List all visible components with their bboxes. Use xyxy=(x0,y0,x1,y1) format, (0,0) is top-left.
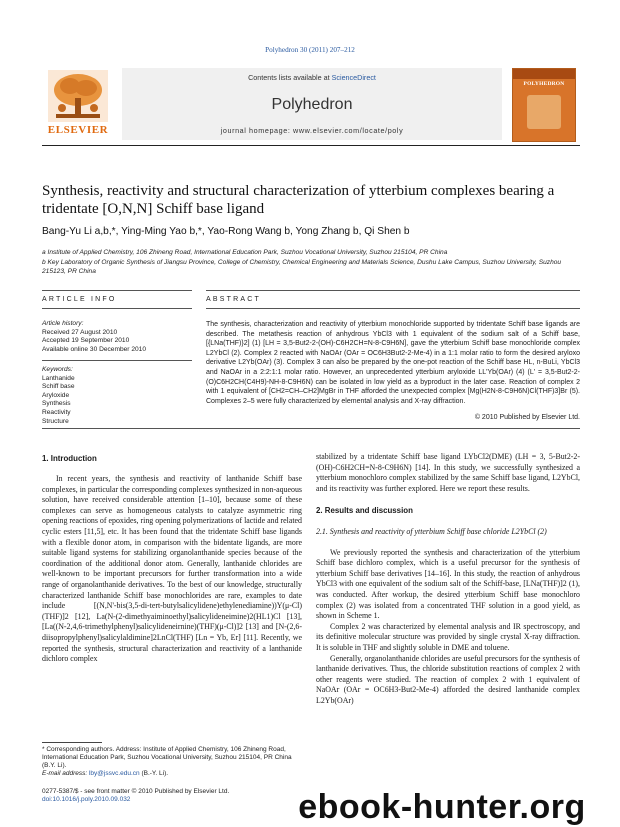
section-heading-results: 2. Results and discussion xyxy=(316,506,413,516)
masthead-rule xyxy=(42,145,580,146)
results-paragraph-1: We previously reported the synthesis and characterization of the ytterbium Schiff base dichloro complex, which is a useful precursor for the synthesis of ytterbium Schiff base derivatives [14–16]. In this study, the reaction of anhydrous YbCl3 with one equivalent of the sodium salt of the Schiff-base, [LNa(THF)]2 (1), was conducted. After workup, the desired ytterbium Schiff base monochloro complex (2) was isolated from a concentrated THF solution in a good yield, as shown in Scheme 1. xyxy=(316,547,580,621)
affiliation-a: a Institute of Applied Chemistry, 106 Zhineng Road, International Education Park, Suzhou Vocational University, Suzhou 215104, PR China xyxy=(42,249,448,256)
paper-title: Synthesis, reactivity and structural characterization of ytterbium complexes bearing a tridentate [O,N,N] Schiff base ligand xyxy=(42,183,555,217)
corresponding-author-footnote xyxy=(42,746,302,778)
journal-banner xyxy=(122,68,502,140)
keyword-item: Aryloxide xyxy=(42,391,70,399)
accepted-date: Accepted 19 September 2010 xyxy=(42,337,130,345)
results-paragraph-3: Generally, organolanthanide chlorides are useful precursors for the synthesis of lanthanide derivatives. Thus, the chloride substitution reactions of complex 2 with other reagents were studied. The reaction of complex 2 with 1 equivalent of NaOAr (OAr = OC6H3-But2-Me-4) afforded the desired lanthanide complex L2Yb(OAr) xyxy=(316,653,581,705)
cover-strip xyxy=(513,69,575,79)
info-rule-top xyxy=(42,290,192,291)
contents-prefix: Contents lists available at xyxy=(248,73,332,82)
sciencedirect-link[interactable]: ScienceDirect xyxy=(331,73,376,82)
history-label: Article history: xyxy=(42,320,84,327)
received-date: Received 27 August 2010 xyxy=(42,328,118,336)
left-column xyxy=(42,474,302,665)
journal-cover-thumbnail xyxy=(512,68,576,142)
abstract-heading: ABSTRACT xyxy=(206,296,261,303)
journal-name: Polyhedron xyxy=(271,96,353,113)
subsection-heading: 2.1. Synthesis and reactivity of ytterbium Schiff base chloride L2YbCl (2) xyxy=(316,526,547,536)
issn-line: 0277-5387/$ - see front matter © 2010 Published by Elsevier Ltd. xyxy=(42,788,230,795)
results-paragraph-2: Complex 2 was characterized by elemental analysis and IR spectroscopy, and its definitive molecular structure was provided by single crystal X-ray diffraction. It is soluble in THF and slightly soluble in DME and toluene. xyxy=(316,621,580,652)
email-line xyxy=(42,770,302,778)
affiliation-b: b Key Laboratory of Organic Synthesis of Jiangsu Province, College of Chemistry, Chemical Engineering and Materials Science, Dushu Lake Campus, Suzhou University, Suzhou 215123, PR China xyxy=(42,259,562,275)
abstract-rule-top xyxy=(206,290,580,291)
abstract-text: The synthesis, characterization and reactivity of ytterbium monochloride supported by tridentate Schiff base ligands are described. The metathesis reaction of anhydrous YbCl3 with 1 equivalent of the sodium salt of a Schiff base, [{LNa(THF)}2] (1) [LH = 3,5-But2-2-(OH)-C6H2CH=N-8-C9H6N], gave the ytterbium Schiff base monochloride complex L2YbCl (2). Complex 2 reacted with NaOAr (OAr = OC6H3But2-2-Me-4) in a 1:1 molar ratio to form the desired aryloxo derivative L2Yb(OAr) (3). Complex 3 can also be prepared by the one-pot reaction of the Schiff base HL, n-BuLi, YbCl3 and NaOAr in a 2:2:1:1 molar ratio. However, an unprecedented ytterbium aryloxide LL'Yb(OAr) (4) (L' = 3,5-But2-2-(O)C6H2CH(C4H9)-NH-8-C9H6N) can be isolated in low yield as a byproduct in the later case. Reaction of complex 2 with 1 equivalent of [CH2=CH–CH2]MgBr in THF afforded the unexpected complex [Mg(H2N-8-C9H6N)Cl(THF)3]Br (5). Complexes 2–5 were fully characterized by elemental analysis and X-ray diffraction. xyxy=(206,321,580,405)
online-date: Available online 30 December 2010 xyxy=(42,345,146,353)
right-column xyxy=(316,452,580,706)
abstract-rule-bottom xyxy=(206,308,580,309)
keyword-item: Lanthanide xyxy=(42,374,75,382)
email-suffix: (B.-Y. Li). xyxy=(139,770,169,777)
journal-reference[interactable]: Polyhedron 30 (2011) 207–212 xyxy=(265,46,355,54)
masthead xyxy=(42,68,580,140)
corresponding-address: * Corresponding authors. Address: Institute of Applied Chemistry, 106 Zhineng Road, International Education Park, Suzhou Vocational University, Suzhou 215104, PR China (B.Y. Li). xyxy=(42,746,292,769)
keyword-item: Schiff base xyxy=(42,383,75,391)
abstract-end-rule xyxy=(42,428,580,429)
keywords-block xyxy=(42,366,192,426)
journal-homepage[interactable]: journal homepage: www.elsevier.com/locate/poly xyxy=(220,126,404,135)
elsevier-logo xyxy=(42,68,114,140)
watermark: ebook-hunter.org xyxy=(298,788,586,826)
article-history xyxy=(42,320,192,354)
cover-title: POLYHEDRON xyxy=(523,81,565,87)
keywords-label: Keywords: xyxy=(42,366,73,373)
email-label: E-mail address: xyxy=(42,770,89,777)
keyword-item: Structure xyxy=(42,417,69,425)
keyword-item: Synthesis xyxy=(42,400,71,408)
intro-paragraph: In recent years, the synthesis and reactivity of lanthanide Schiff base complexes, in particular the corresponding complexes synthesized in non-aqueous solution, have received considerable attention [1–10], because some of these complexes can serve as homogeneous catalysts to catalyze asymmetric ring opening reactions of epoxides, ring opening polymerizations of lactide and related cyclic esters [11,5], etc. It has been found that the tridentate Schiff base ligands with a flexible donor atom, in comparison with the bidentate ligands, are more suitable ligand systems for stabilizing organolanthanide species because of the coordination of the additional donor atom. Generally, lanthanide chlorides are well-known to be important precursors for further transformation into a wide range of organolanthanide derivatives. To the best of our knowledge, structurally characterized lanthanide Schiff base monochlorides are rare, examples to date include [(N,N'-bis(3,5-di-tert-butylsalicylidene)ethylenediamine))Y(μ-Cl)(THF)]2 [12], La(N-(2-dimethyaiminoethyl)salicylideneimine)2(HL1)Cl [13], [La((N-2,4,6-trimethylphenyl)salicylideneirnine)(THF)(μ-Cl)]2 [13] and [N-(2,6-diisopropylphenyl)salicylaldimine]2LnCl(THF) [Ln = Yb, Er] [11]. Recently, we reported the synthesis, structural characterization and reactivity of a lanthanide dichloro complex xyxy=(42,474,302,664)
elsevier-tree-icon xyxy=(48,70,108,122)
info-divider xyxy=(42,360,192,361)
cover-graphic xyxy=(527,95,561,129)
section-heading-introduction: 1. Introduction xyxy=(42,454,97,463)
elsevier-wordmark: ELSEVIER xyxy=(47,124,109,136)
article-info-heading: ARTICLE INFO xyxy=(42,296,117,303)
issn-block xyxy=(42,788,302,804)
intro-paragraph-continued: stabilized by a tridentate Schiff base ligand LYbCl2(DME) (LH = 3, 5-But2-2-(OH)-C6H2CH=N-8-C9H6N) [14]. In this study, we successfully synthesized a ytterbium monochloro complex stabilized by the same Schiff base ligand, L2YbCl, and its reactivity was further explored. Here we report these results. xyxy=(316,452,580,493)
doi-link[interactable]: doi:10.1016/j.poly.2010.09.032 xyxy=(42,796,131,803)
info-rule-bottom xyxy=(42,308,192,309)
footnote-rule xyxy=(42,742,102,743)
abstract-copyright: © 2010 Published by Elsevier Ltd. xyxy=(474,414,580,421)
contents-availability xyxy=(122,73,502,82)
intro-heading xyxy=(42,454,302,465)
author-list: Bang-Yu Li a,b,*, Ying-Ming Yao b,*, Yao-Rong Wang b, Yong Zhang b, Qi Shen b xyxy=(42,226,410,237)
email-link[interactable]: lby@jssvc.edu.cn xyxy=(88,770,140,777)
keyword-item: Reactivity xyxy=(42,408,71,416)
